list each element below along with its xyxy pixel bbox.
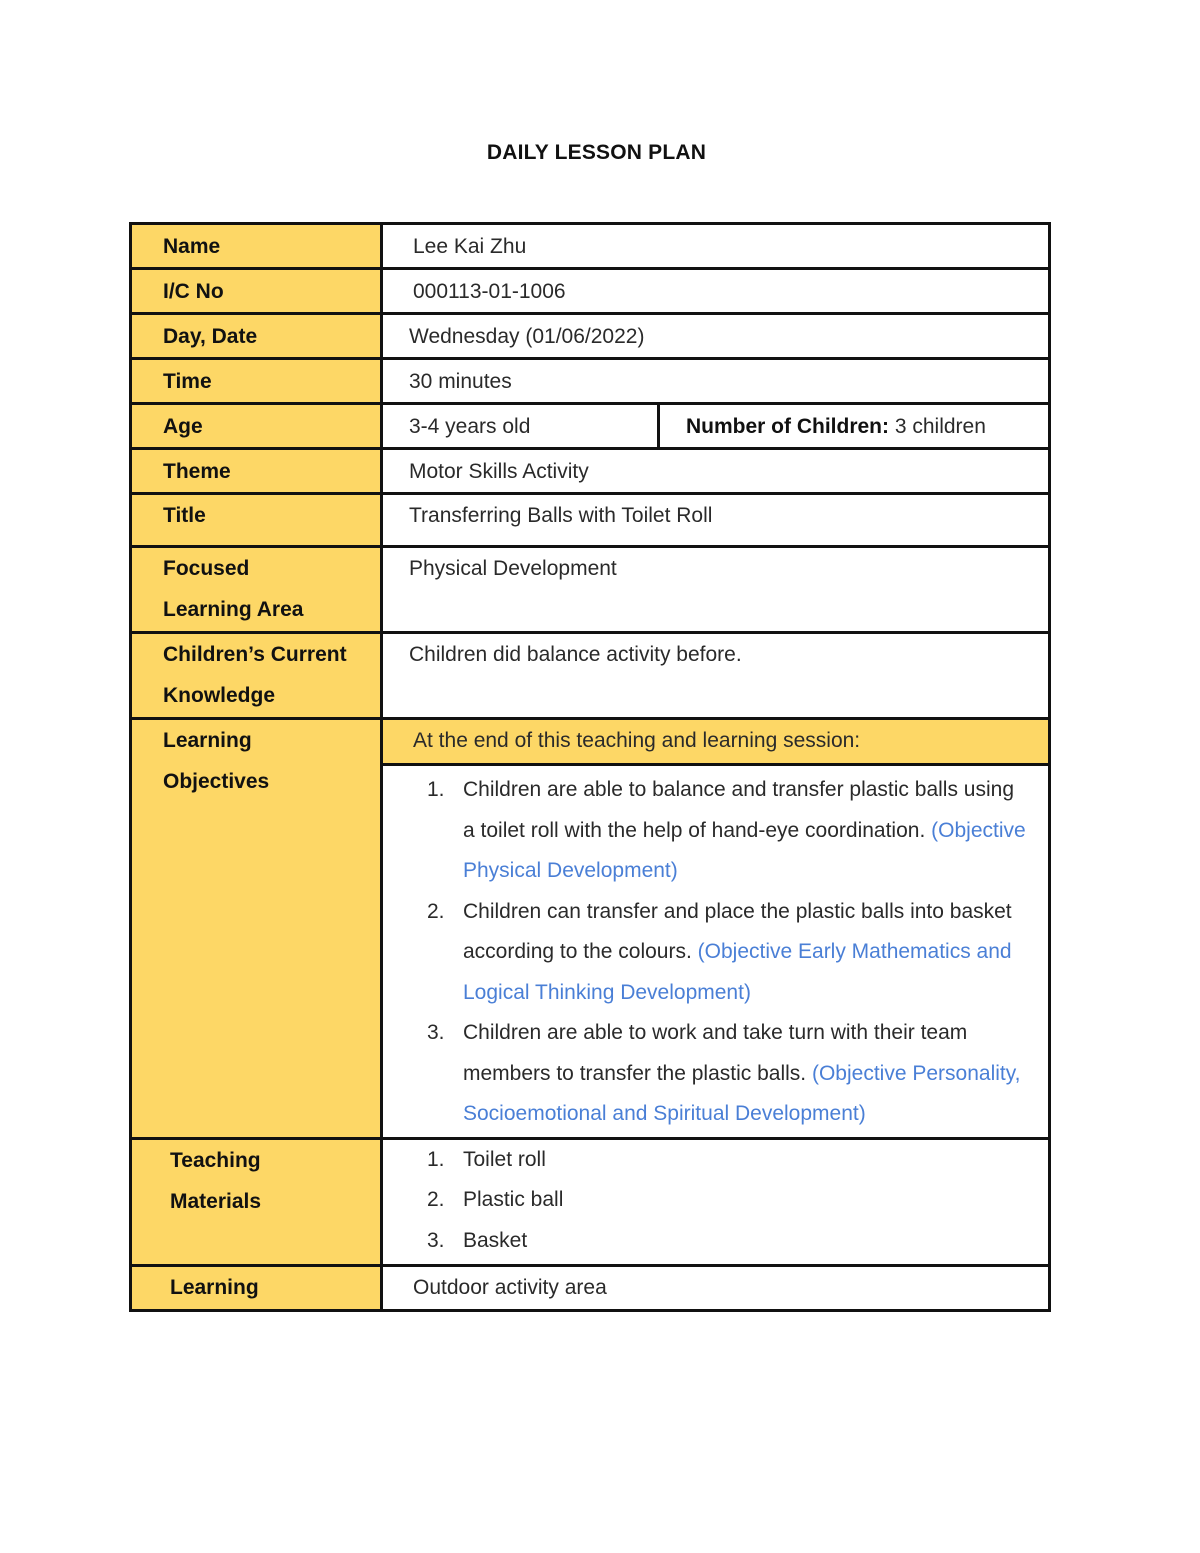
objectives-label-line1: Learning bbox=[163, 729, 252, 752]
teaching-materials-label-line1: Teaching bbox=[170, 1148, 261, 1172]
row-name bbox=[131, 224, 1050, 269]
name-label: Name bbox=[131, 224, 382, 269]
objective-item: 1. Children are able to balance and transfer plastic balls using a toilet roll with the help of hand-eye coordination. (Objective Physical Development) bbox=[427, 778, 1026, 882]
objectives-list bbox=[383, 770, 1048, 1135]
objective-item: 2. Children can transfer and place the plastic balls into basket according to the colours. (Objective Early Mathematics and Logical Thinking Development) bbox=[427, 899, 1012, 1004]
objective-item: 3. Children are able to work and take turn with their team members to transfer the plastic balls. (Objective Personality, Socioemotional and Spiritual Development) bbox=[427, 1021, 1021, 1125]
theme-label: Theme bbox=[131, 449, 382, 494]
current-knowledge-label-line2: Knowledge bbox=[163, 684, 276, 707]
teaching-materials-label-line2: Materials bbox=[170, 1189, 262, 1213]
objective-tag: (Objective Personality, Socioemotional and Spiritual Development) bbox=[463, 1061, 1021, 1125]
ic-label: I/C No bbox=[131, 269, 382, 314]
time-value: 30 minutes bbox=[382, 359, 1050, 404]
objectives-label bbox=[131, 719, 382, 1139]
time-label: Time bbox=[131, 359, 382, 404]
material-item: 1. Toilet roll bbox=[427, 1147, 546, 1171]
age-value: 3-4 years old bbox=[382, 404, 659, 449]
row-time bbox=[131, 359, 1050, 404]
current-knowledge-label-line1: Children’s Current bbox=[163, 643, 347, 666]
teaching-materials-cell bbox=[382, 1138, 1050, 1265]
title-label: Title bbox=[131, 494, 382, 547]
theme-value: Motor Skills Activity bbox=[382, 449, 1050, 494]
current-knowledge-value: Children did balance activity before. bbox=[382, 633, 1050, 719]
objectives-list-cell bbox=[382, 765, 1050, 1139]
objective-tag: (Objective Physical Development) bbox=[463, 818, 1026, 882]
objectives-intro: At the end of this teaching and learning session: bbox=[382, 719, 1050, 765]
teaching-materials-list bbox=[383, 1140, 1048, 1262]
material-item: 2. Plastic ball bbox=[427, 1188, 564, 1211]
day-date-value: Wednesday (01/06/2022) bbox=[382, 314, 1050, 359]
row-objectives-intro bbox=[131, 719, 1050, 765]
objectives-label-line2: Objectives bbox=[163, 770, 270, 793]
focused-area-value: Physical Development bbox=[382, 547, 1050, 633]
row-focused-area bbox=[131, 547, 1050, 633]
number-of-children-label: Number of Children: bbox=[686, 414, 889, 438]
row-teaching-materials bbox=[131, 1138, 1050, 1265]
row-title bbox=[131, 494, 1050, 547]
row-age bbox=[131, 404, 1050, 449]
name-value: Lee Kai Zhu bbox=[382, 224, 1050, 269]
focused-area-label-line1: Focused bbox=[163, 557, 250, 580]
title-value: Transferring Balls with Toilet Roll bbox=[382, 494, 1050, 547]
page-title: DAILY LESSON PLAN bbox=[486, 141, 707, 164]
teaching-materials-label bbox=[131, 1138, 382, 1265]
day-date-label: Day, Date bbox=[131, 314, 382, 359]
row-current-knowledge bbox=[131, 633, 1050, 719]
row-ic bbox=[131, 269, 1050, 314]
focused-area-label bbox=[131, 547, 382, 633]
age-label: Age bbox=[131, 404, 382, 449]
objective-tag: (Objective Early Mathematics and Logical Thinking Development) bbox=[463, 940, 1012, 1004]
row-theme bbox=[131, 449, 1050, 494]
material-item: 3. Basket bbox=[427, 1228, 528, 1252]
learning-environment-value: Outdoor activity area bbox=[382, 1265, 1050, 1310]
row-learning-environment bbox=[131, 1265, 1050, 1310]
current-knowledge-label bbox=[131, 633, 382, 719]
ic-value: 000113-01-1006 bbox=[382, 269, 1050, 314]
learning-environment-label: Learning bbox=[131, 1265, 382, 1310]
number-of-children-cell bbox=[659, 404, 1050, 449]
row-day-date bbox=[131, 314, 1050, 359]
lesson-plan-table bbox=[129, 222, 1051, 1312]
focused-area-label-line2: Learning Area bbox=[163, 598, 304, 621]
number-of-children-value: 3 children bbox=[894, 414, 986, 438]
